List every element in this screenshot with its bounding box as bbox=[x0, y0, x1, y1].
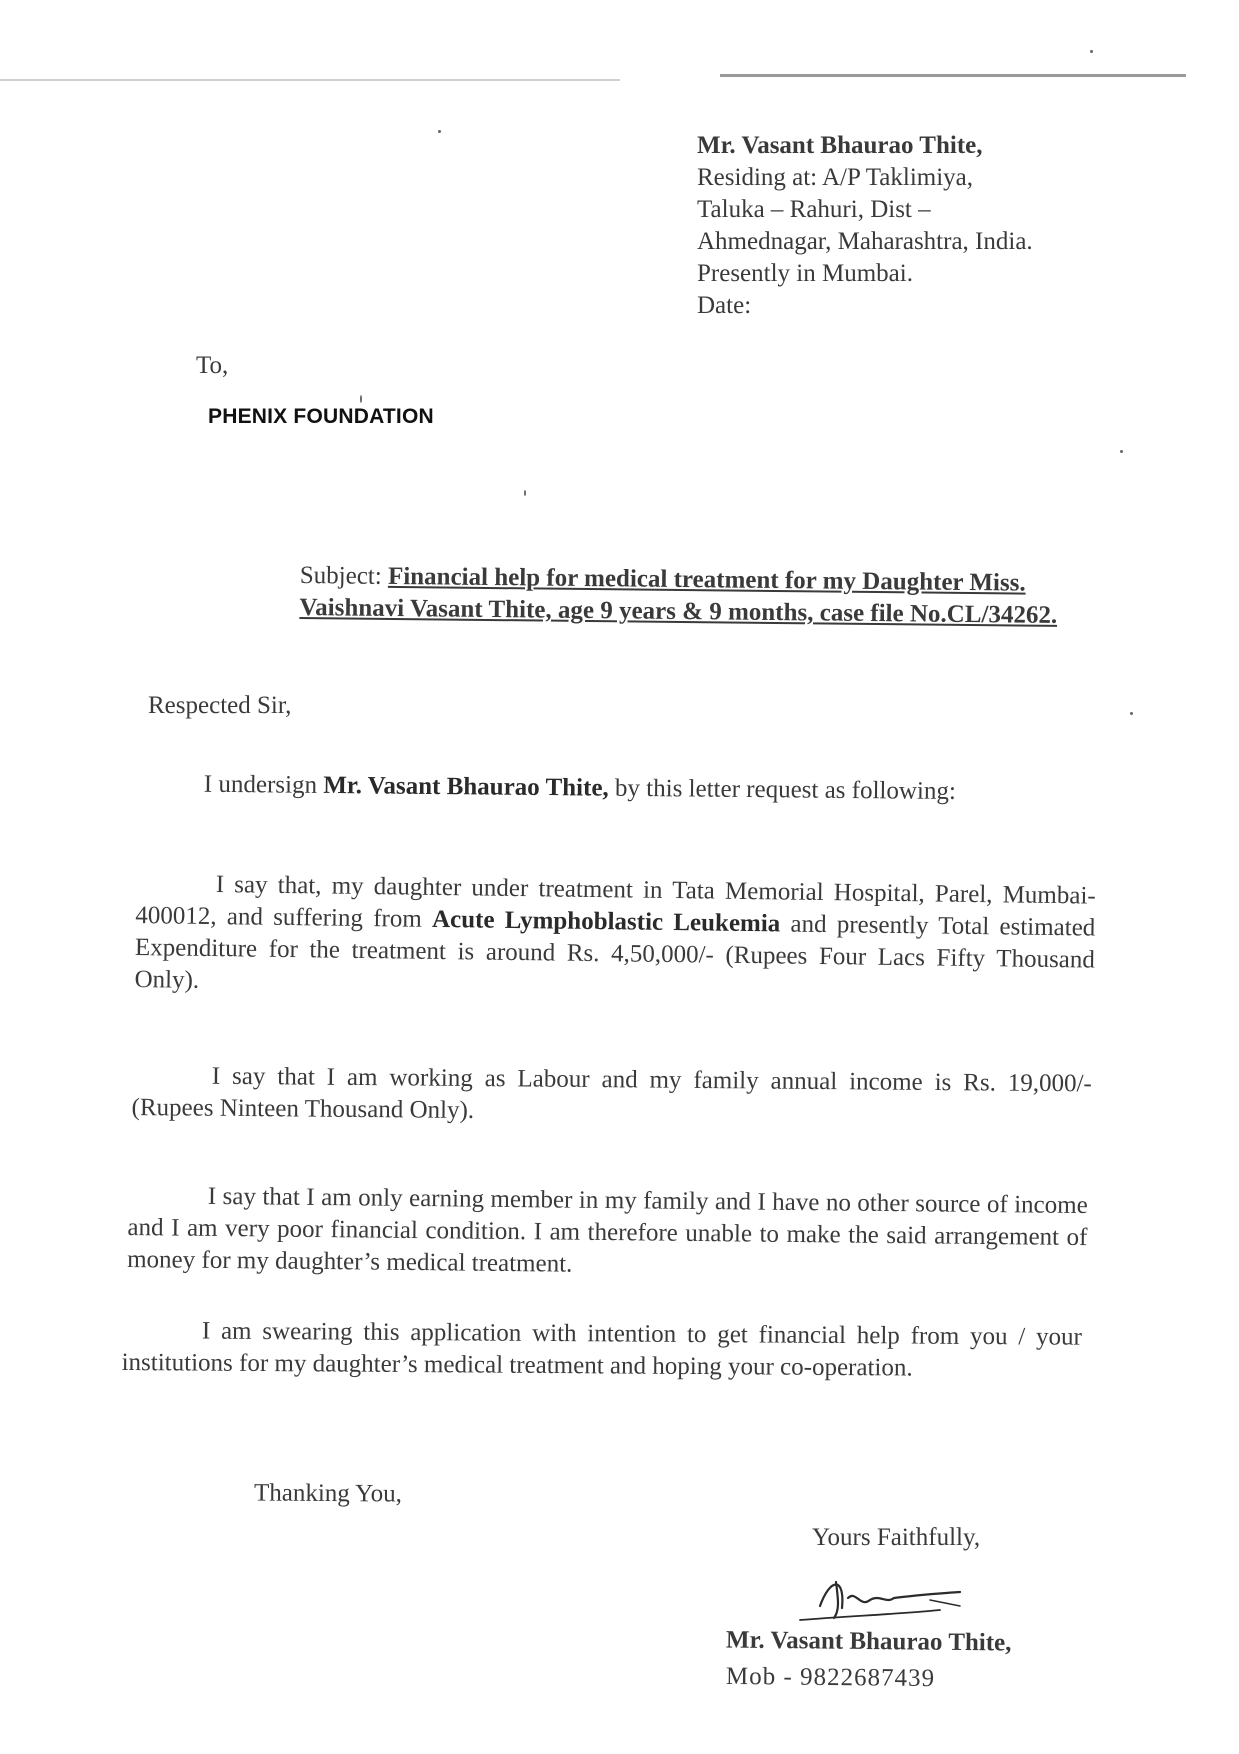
scan-speck bbox=[438, 130, 441, 133]
paragraph-text: I say that I am only earning member in my family and I have no other source of income and I am very poor financial condition. I am therefore unable to make the said arrangement of money for my daughter’s medical treatment. bbox=[127, 1182, 1088, 1278]
letter-subject bbox=[299, 560, 1100, 632]
paragraph-text: I am swearing this application with intention to get financial help from you / your institutions for my daughter’s medical treatment and hoping your co-operation. bbox=[121, 1317, 1082, 1382]
body-paragraph bbox=[131, 1060, 1092, 1132]
paragraph-text: by this letter request as following: bbox=[608, 774, 957, 805]
scan-speck bbox=[1130, 712, 1133, 715]
paragraph-bold-text: Acute Lymphoblastic Leukemia bbox=[431, 905, 781, 938]
body-paragraph bbox=[127, 1180, 1088, 1286]
body-paragraph bbox=[122, 1315, 1082, 1386]
paragraph-text: I say that I am working as Labour and my family annual income is Rs. 19,000/- (Rupees Ninteen Thousand Only). bbox=[131, 1062, 1092, 1124]
paragraph-text: and presently Total estimated Expenditure for the treatment is around Rs. 4,50,000/- (Rupees Four Lacs Fifty Thousand Only). bbox=[134, 910, 1096, 994]
body-paragraph bbox=[124, 768, 1014, 809]
recipient-organization: PHENIX FOUNDATION bbox=[208, 405, 434, 428]
sender-address-line: Ahmednagar, Maharashtra, India. bbox=[697, 228, 1033, 255]
sender-address-block bbox=[697, 130, 1137, 322]
scan-speck bbox=[360, 395, 362, 403]
sender-address-line: Presently in Mumbai. bbox=[697, 260, 913, 287]
scan-speck bbox=[1120, 450, 1123, 453]
scan-artifact-line bbox=[0, 79, 620, 81]
sign-off: Yours Faithfully, bbox=[812, 1524, 981, 1551]
paragraph-bold-text: Mr. Vasant Bhaurao Thite, bbox=[323, 771, 609, 802]
paragraph-text: I say that, my daughter under treatment in Tata Memorial Hospital, Parel, Mumbai-400012, and suffering from bbox=[135, 871, 1096, 933]
letter-date-label: Date: bbox=[697, 292, 752, 319]
sender-address-line: Residing at: A/P Taklimiya, bbox=[697, 164, 974, 191]
subject-label: Subject: bbox=[299, 561, 382, 590]
signatory-mobile: Mob - 9822687439 bbox=[725, 1662, 936, 1693]
salutation: Respected Sir, bbox=[148, 692, 292, 719]
sender-name: Mr. Vasant Bhaurao Thite, bbox=[697, 132, 983, 159]
scan-speck bbox=[1090, 50, 1093, 53]
scan-artifact-line bbox=[720, 74, 1186, 77]
to-label: To, bbox=[196, 352, 229, 379]
scan-speck bbox=[524, 490, 526, 496]
sender-address-line: Taluka – Rahuri, Dist – bbox=[697, 196, 931, 223]
handwritten-signature-icon bbox=[790, 1568, 970, 1628]
thanking-line: Thanking You, bbox=[253, 1479, 403, 1508]
subject-text: Financial help for medical treatment for my Daughter Miss. Vaishnavi Vasant Thite, age 9 years & 9 months, case file No.CL/34262. bbox=[299, 562, 1058, 629]
paragraph-text: I undersign bbox=[203, 770, 324, 799]
signatory-name: Mr. Vasant Bhaurao Thite, bbox=[725, 1626, 1012, 1657]
body-paragraph bbox=[134, 868, 1096, 1009]
